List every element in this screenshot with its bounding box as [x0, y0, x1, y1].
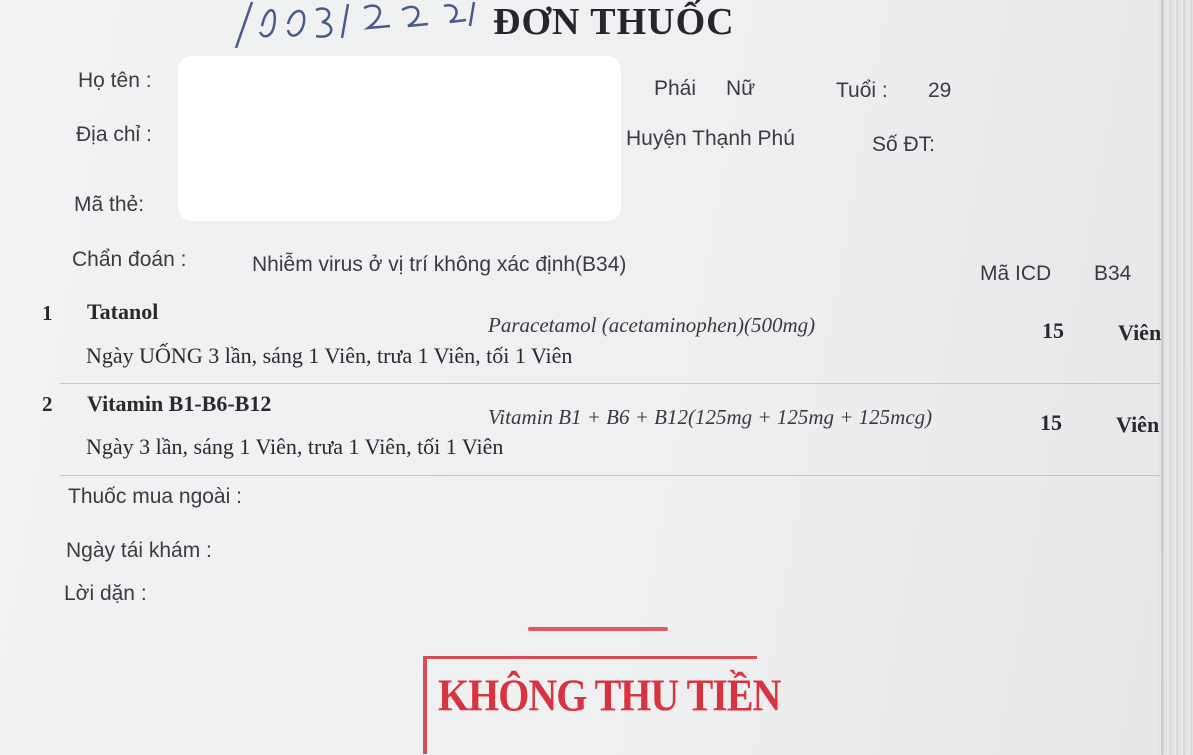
address-value: Huyện Thạnh Phú — [626, 127, 795, 150]
drug-index: 2 — [42, 392, 53, 416]
icd-label: Mã ICD — [980, 262, 1052, 285]
age-value: 29 — [928, 79, 952, 102]
drug-usage: Ngày 3 lần, sáng 1 Viên, trưa 1 Viên, tối 1 Viên — [86, 434, 504, 459]
drug-unit: Viên — [1118, 320, 1162, 345]
drug-unit: Viên — [1116, 412, 1160, 437]
drug-name: Vitamin B1-B6-B12 — [87, 391, 272, 416]
drug-index: 1 — [42, 301, 53, 325]
page-title: ĐƠN THUỐC — [493, 1, 735, 43]
name-label: Họ tên : — [78, 69, 152, 92]
diagnosis-value: Nhiễm virus ở vị trí không xác định(B34) — [252, 253, 627, 276]
row-divider — [60, 475, 1160, 476]
advice-label: Lời dặn : — [64, 582, 147, 605]
outside-medicine-label: Thuốc mua ngoài : — [68, 485, 242, 508]
icd-value: B34 — [1094, 262, 1132, 285]
drug-name: Tatanol — [87, 299, 159, 324]
drug-generic: Vitamin B1 + B6 + B12(125mg + 125mg + 125mcg) — [488, 405, 933, 429]
handwritten-code — [230, 0, 490, 56]
row-divider — [60, 383, 1160, 384]
age-label: Tuổi : — [836, 79, 888, 102]
redaction-box — [178, 56, 621, 221]
drug-quantity: 15 — [1042, 318, 1064, 343]
sex-label: Phái — [654, 77, 697, 100]
drug-generic: Paracetamol (acetaminophen)(500mg) — [488, 313, 816, 337]
drug-quantity: 15 — [1040, 410, 1062, 435]
address-label: Địa chỉ : — [76, 123, 152, 146]
revisit-date-label: Ngày tái khám : — [66, 539, 212, 562]
diagnosis-label: Chẩn đoán : — [72, 248, 187, 271]
sex-value: Nữ — [726, 77, 756, 100]
paper-stack-edge — [1159, 0, 1193, 755]
no-charge-stamp: KHÔNG THU TIỀN — [438, 669, 781, 721]
card-label: Mã thẻ: — [74, 193, 145, 216]
paper-edge-line — [1161, 0, 1163, 755]
stamp-mark — [528, 627, 668, 631]
phone-label: Số ĐT: — [872, 133, 936, 156]
drug-usage: Ngày UỐNG 3 lần, sáng 1 Viên, trưa 1 Viên, tối 1 Viên — [86, 343, 573, 368]
